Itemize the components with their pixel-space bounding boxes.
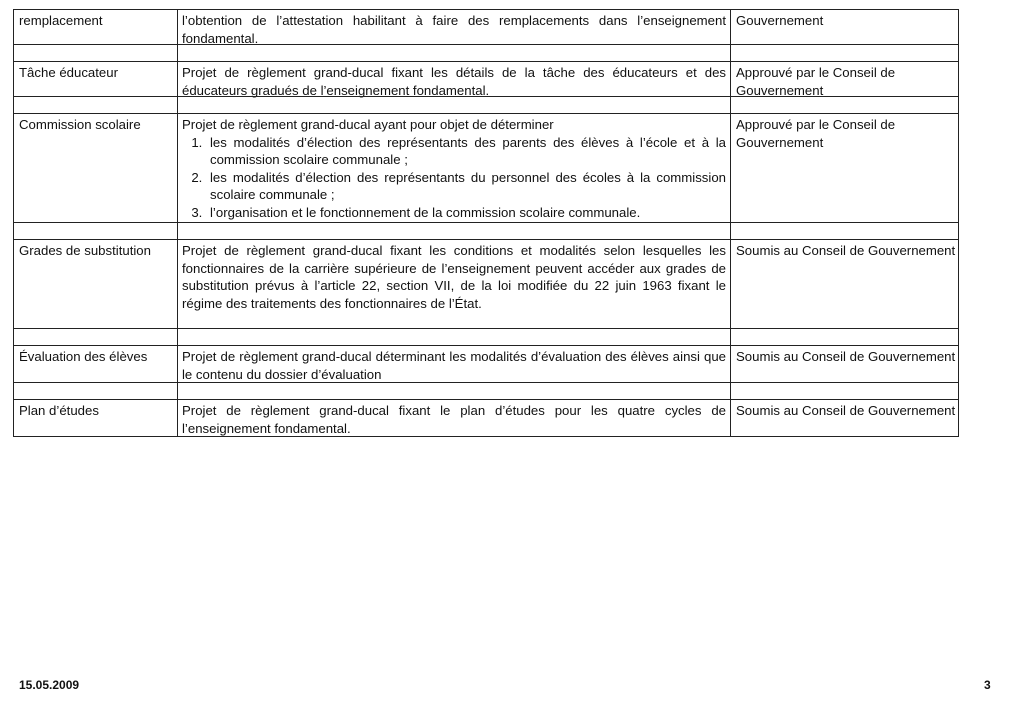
description-cell <box>177 114 730 222</box>
status-cell: Soumis au Conseil de Gouvernement <box>730 400 960 437</box>
list-item: 2. les modalités d’élection des représentants du personnel des écoles à la commission scolaire communale ; <box>206 169 726 204</box>
description-list <box>182 134 726 222</box>
subject-cell: Évaluation des élèves <box>19 349 148 364</box>
status-cell: Approuvé par le Conseil de Gouvernement <box>730 114 960 222</box>
subject-cell: remplacement <box>19 13 103 28</box>
table-row <box>13 114 959 222</box>
description-cell: l’obtention de l’attestation habilitant à faire des remplacements dans l’enseignement fondamental. <box>177 10 730 47</box>
description-cell: Projet de règlement grand-ducal fixant les détails de la tâche des éducateurs et des éducateurs gradués de l’enseignement fondamental. <box>177 62 730 99</box>
subject-cell: Commission scolaire <box>19 117 141 132</box>
description-cell: Projet de règlement grand-ducal fixant les conditions et modalités selon lesquelles les fonctionnaires de la carrière supérieure de l’enseignement peuvent accéder aux grades de substitution prévus à l’article 22, section VII, de la loi modifiée du 22 juin 1963 fixant le régime des traitements des fonctionnaires de l’État. <box>177 240 730 328</box>
row-divider <box>13 44 959 62</box>
table-row <box>13 9 959 44</box>
table-row <box>13 62 959 96</box>
table-row <box>13 400 959 437</box>
list-item: 3. l’organisation et le fonctionnement de la commission scolaire communale. <box>206 204 726 222</box>
row-divider <box>13 222 959 240</box>
list-item: 1. les modalités d’élection des représentants des parents des élèves à l’école et à la commission scolaire communale ; <box>206 134 726 169</box>
regulations-table <box>13 9 959 437</box>
subject-cell: Grades de substitution <box>19 243 151 258</box>
page-number: 3 <box>984 678 991 692</box>
table-row <box>13 240 959 328</box>
status-cell: Gouvernement <box>730 10 960 47</box>
description-cell: Projet de règlement grand-ducal déterminant les modalités d’évaluation des élèves ainsi que le contenu du dossier d’évaluation <box>177 346 730 383</box>
status-cell: Approuvé par le Conseil de Gouvernement <box>730 62 960 99</box>
footer-date: 15.05.2009 <box>19 678 80 692</box>
subject-cell: Tâche éducateur <box>19 65 118 80</box>
description-cell: Projet de règlement grand-ducal fixant le plan d’études pour les quatre cycles de l’enseignement fondamental. <box>177 400 730 437</box>
status-cell: Soumis au Conseil de Gouvernement <box>730 346 960 383</box>
row-divider <box>13 96 959 114</box>
row-divider <box>13 328 959 346</box>
table-row <box>13 346 959 382</box>
subject-cell: Plan d’études <box>19 403 99 418</box>
status-cell: Soumis au Conseil de Gouvernement <box>730 240 960 328</box>
row-divider <box>13 382 959 400</box>
description-intro: Projet de règlement grand-ducal ayant pour objet de déterminer <box>182 117 554 132</box>
